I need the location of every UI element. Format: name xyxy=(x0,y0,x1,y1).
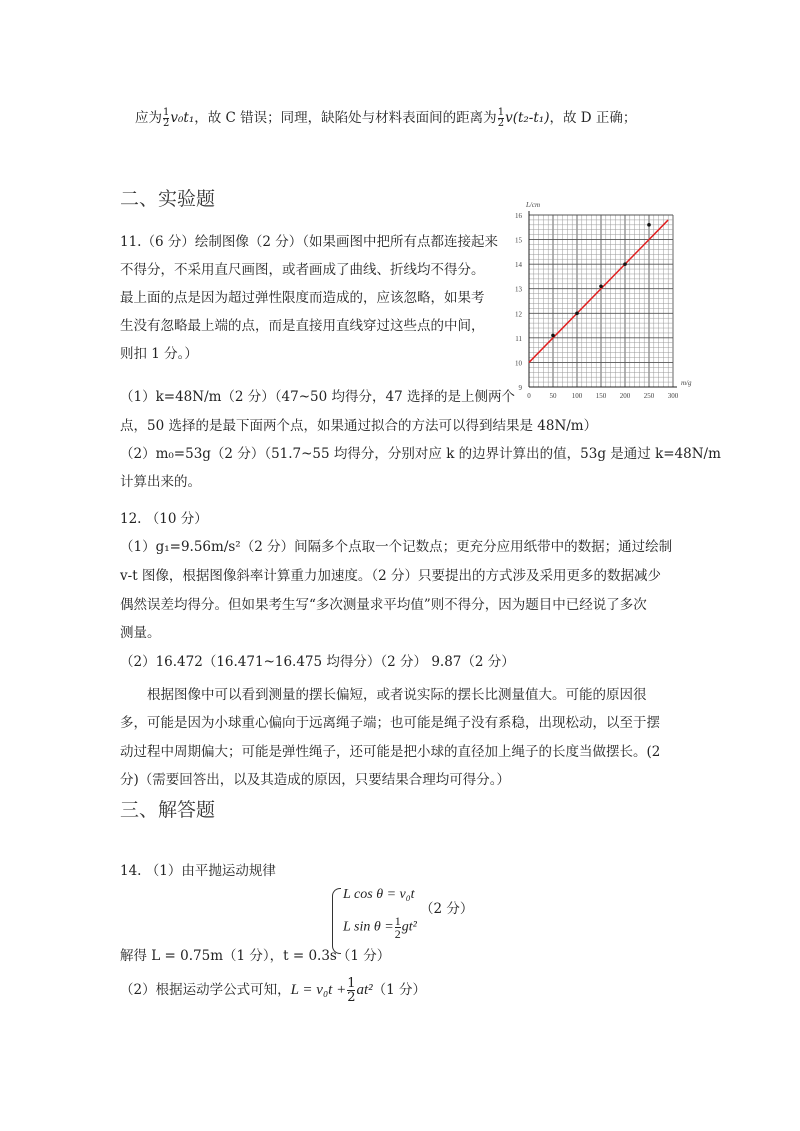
q11-line: （2）m₀=53g（2 分）（51.7~55 均得分，分别对应 k 的边界计算出的值，53g 是通过 k=48N/m xyxy=(120,446,721,462)
q12-line: （2）16.472（16.471~16.475 均得分）（2 分） 9.87（2 分） xyxy=(120,654,515,670)
x-axis-label: m/g xyxy=(681,379,692,387)
text: 应为 xyxy=(135,110,162,126)
q11-line: 生没有忽略最上端的点，而是直接用直线穿过这些点的中间， xyxy=(120,318,485,334)
data-point xyxy=(647,223,651,227)
q11-line: （1）k=48N/m（2 分）（47~50 均得分，47 选择的是上侧两个 xyxy=(120,389,515,405)
data-point xyxy=(599,284,603,288)
q12-line: 偶然误差均得分。但如果考生写“多次测量求平均值”则不得分，因为题目中已经说了多次 xyxy=(120,597,647,613)
q11-line: 最上面的点是因为超过弹性限度而造成的，应该忽略，如果考 xyxy=(120,290,485,306)
q14-part2: （2）根据运动学公式可知，L = v₀t + $\frac{1}{2}$ at²（1 分） xyxy=(120,976,427,1005)
y-tick-label: 15 xyxy=(515,236,522,245)
text: ，故 C 错误；同理，缺陷处与材料表面间的距离为 xyxy=(194,110,497,126)
q12-line: 根据图像中可以看到测量的摆长偏短，或者说实际的摆长比测量值大。可能的原因很 xyxy=(120,687,647,703)
y-tick-label: 14 xyxy=(515,261,522,270)
expr: v₀t₁ xyxy=(170,110,195,126)
brace xyxy=(332,888,341,954)
q12-line: v-t 图像，根据图像斜率计算重力加速度。（2 分）只要提出的方式涉及采用更多的数据减少 xyxy=(120,568,662,584)
q12-line: 12. （10 分） xyxy=(120,511,208,527)
q11-line: 点，50 选择的是最下面两个点，如果通过拟合的方法可以得到结果是 48N/m） xyxy=(120,418,598,434)
equation-1: L cos θ = v₀t xyxy=(343,887,415,902)
q11-line: 则扣 1 分。） xyxy=(120,346,198,362)
y-axis-label: L/cm xyxy=(526,201,540,209)
top-line xyxy=(135,108,636,129)
expr: v(t₂-t₁) xyxy=(505,110,550,126)
y-tick-label: 9 xyxy=(518,384,522,392)
q14-solve: 解得 L = 0.75m（1 分），t = 0.3s（1 分） xyxy=(120,948,391,964)
fraction: $\frac{1}{2}$ xyxy=(497,107,505,129)
length-mass-chart xyxy=(500,195,700,405)
x-tick-label: 150 xyxy=(595,392,607,400)
x-tick-label: 0 xyxy=(527,392,531,400)
x-tick-label: 200 xyxy=(619,392,631,400)
data-point xyxy=(575,311,579,315)
q11-line: 不得分，不采用直尺画图，或者画成了曲线、折线均不得分。 xyxy=(120,262,485,278)
q11-line: 计算出来的。 xyxy=(120,474,201,490)
text: ，故 D 正确； xyxy=(549,110,637,126)
x-tick-label: 250 xyxy=(643,392,655,400)
equation-score: （2 分） xyxy=(420,901,474,917)
y-tick-label: 12 xyxy=(515,310,522,319)
section-heading-answers: 三、解答题 xyxy=(120,799,216,821)
y-tick-label: 11 xyxy=(515,334,522,343)
q12-line: 测量。 xyxy=(120,625,161,641)
data-point xyxy=(623,262,627,266)
y-tick-label: 16 xyxy=(515,212,522,220)
q12-line: 分)（需要回答出，以及其造成的原因，只要结果合理均可得分。） xyxy=(120,772,511,788)
equation-2: L sin θ = $\frac{1}{2}$ gt² xyxy=(343,914,417,941)
y-tick-label: 10 xyxy=(515,359,522,368)
q12-line: 动过程中周期偏大；可能是弹性绳子，还可能是把小球的直径加上绳子的长度当做摆长。(2 xyxy=(120,744,661,760)
section-heading-experiment: 二、实验题 xyxy=(120,188,216,210)
q11-line: 11.（6 分）绘制图像（2 分）（如果画图中把所有点都连接起来 xyxy=(120,234,498,250)
x-tick-label: 50 xyxy=(549,392,557,400)
x-tick-label: 100 xyxy=(571,392,583,400)
data-point xyxy=(551,334,555,338)
q14-line: 14. （1）由平抛运动规律 xyxy=(120,863,276,879)
y-tick-label: 13 xyxy=(515,285,522,294)
x-tick-label: 300 xyxy=(667,392,679,400)
fit-line xyxy=(529,220,668,363)
fraction: $\frac{1}{2}$ xyxy=(163,107,170,129)
q12-line: （1）g₁=9.56m/s²（2 分）间隔多个点取一个记数点；更充分应用纸带中的数据；通过绘制 xyxy=(120,539,673,555)
q12-line: 多，可能是因为小球重心偏向于远离绳子端；也可能是绳子没有系稳，出现松动，以至于摆 xyxy=(120,715,660,731)
